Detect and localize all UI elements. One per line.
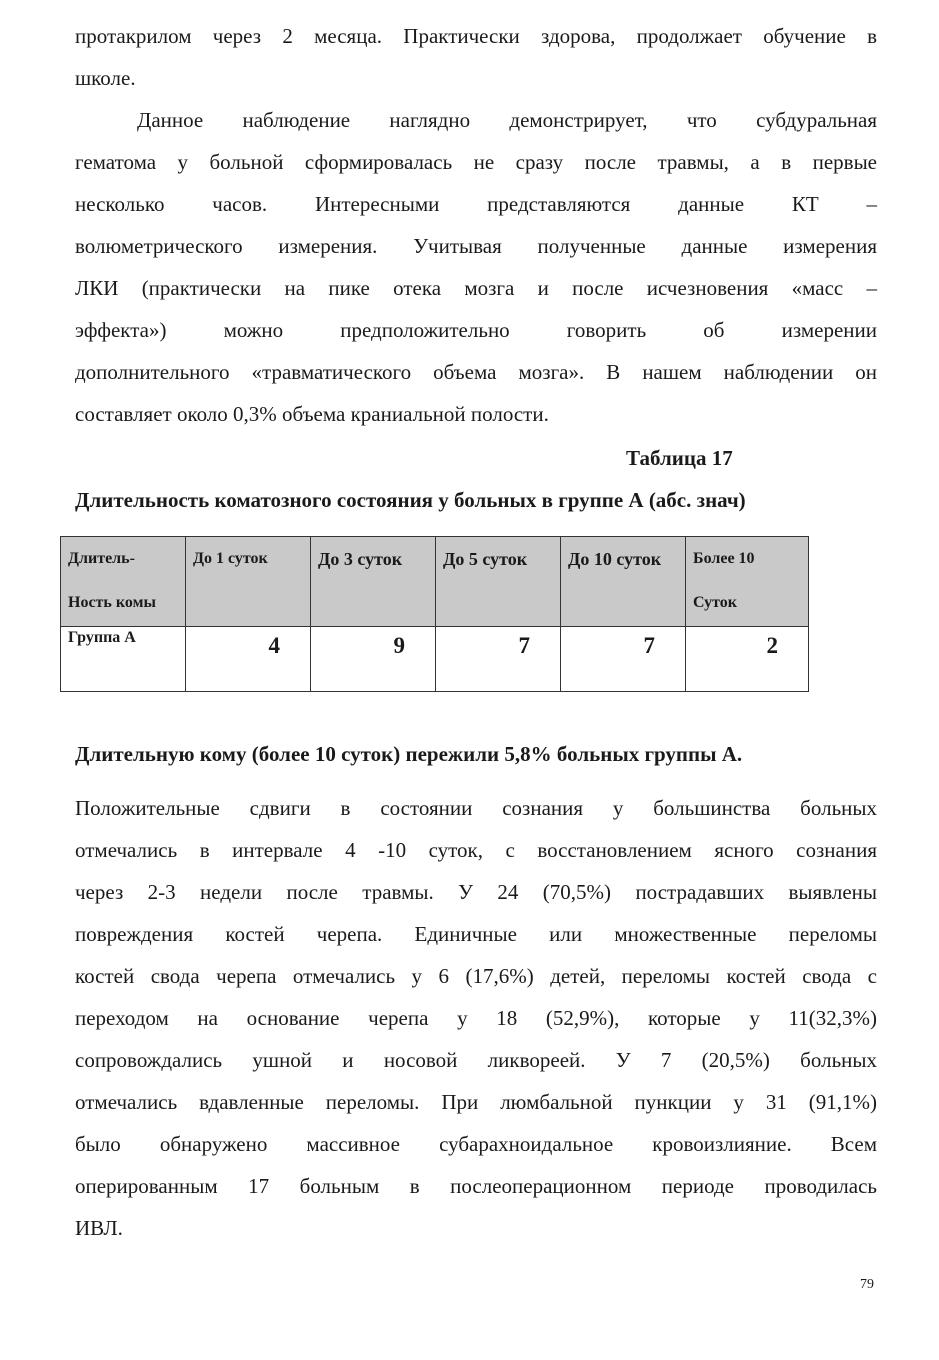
header-text: Суток	[693, 594, 738, 611]
text-line: несколько часов. Интересными представляются данные КТ –	[75, 192, 877, 216]
text-line: школе.	[75, 66, 136, 90]
text-line: через 2-3 недели после травмы. У 24 (70,5%) пострадавших выявлены	[75, 880, 877, 904]
table-cell: 7	[436, 627, 561, 692]
table-cell: 2	[686, 627, 809, 692]
table-row	[61, 627, 809, 692]
text-line: переходом на основание черепа у 18 (52,9%), которые у 11(32,3%)	[75, 1006, 877, 1030]
bold-statement: Длительную кому (более 10 суток) пережили 5,8% больных группы А.	[75, 742, 743, 766]
table-cell: 7	[561, 627, 686, 692]
header-cell: До 10 суток	[561, 537, 686, 627]
text-line: сопровождались ушной и носовой ликвореей. У 7 (20,5%) больных	[75, 1048, 877, 1072]
table-cell: 4	[186, 627, 311, 692]
page-number: 79	[860, 1277, 874, 1292]
text-line: ЛКИ (практически на пике отека мозга и после исчезновения «масс –	[75, 276, 877, 300]
text-line: Данное наблюдение наглядно демонстрирует, что субдуральная	[137, 108, 877, 132]
header-cell	[61, 537, 186, 627]
text-line: протакрилом через 2 месяца. Практически здорова, продолжает обучение в	[75, 24, 877, 48]
table-header-row	[61, 537, 809, 627]
header-text: Ность комы	[68, 594, 156, 611]
text-line: Положительные сдвиги в состоянии сознания у большинства больных	[75, 796, 877, 820]
header-cell: До 5 суток	[436, 537, 561, 627]
table-caption: Длительность коматозного состояния у больных в группе А (абс. знач)	[75, 488, 746, 512]
text-line: гематома у больной сформировалась не сразу после травмы, а в первые	[75, 150, 877, 174]
header-cell: До 3 суток	[311, 537, 436, 627]
text-line: было обнаружено массивное субарахноидальное кровоизлияние. Всем	[75, 1132, 877, 1156]
text-line: составляет около 0,3% объема краниальной полости.	[75, 402, 549, 426]
coma-duration-table	[60, 536, 809, 692]
header-cell: До 1 суток	[186, 537, 311, 627]
text-line: ИВЛ.	[75, 1216, 123, 1240]
text-line: эффекта») можно предположительно говорить об измерении	[75, 318, 877, 342]
text-line: отмечались вдавленные переломы. При люмбальной пункции у 31 (91,1%)	[75, 1090, 877, 1114]
text-line: повреждения костей черепа. Единичные или множественные переломы	[75, 922, 877, 946]
text-line: дополнительного «травматического объема мозга». В нашем наблюдении он	[75, 360, 877, 384]
text-line: волюметрического измерения. Учитывая полученные данные измерения	[75, 234, 877, 258]
text-line: отмечались в интервале 4 -10 суток, с восстановлением ясного сознания	[75, 838, 877, 862]
row-label: Группа А	[61, 627, 186, 692]
header-text: Более 10	[693, 550, 755, 567]
header-cell	[686, 537, 809, 627]
header-text: Длитель-	[68, 550, 135, 567]
table-cell: 9	[311, 627, 436, 692]
text-line: костей свода черепа отмечались у 6 (17,6%) детей, переломы костей свода с	[75, 964, 877, 988]
table-number: Таблица 17	[626, 446, 733, 470]
text-line: оперированным 17 больным в послеоперационном периоде проводилась	[75, 1174, 877, 1198]
